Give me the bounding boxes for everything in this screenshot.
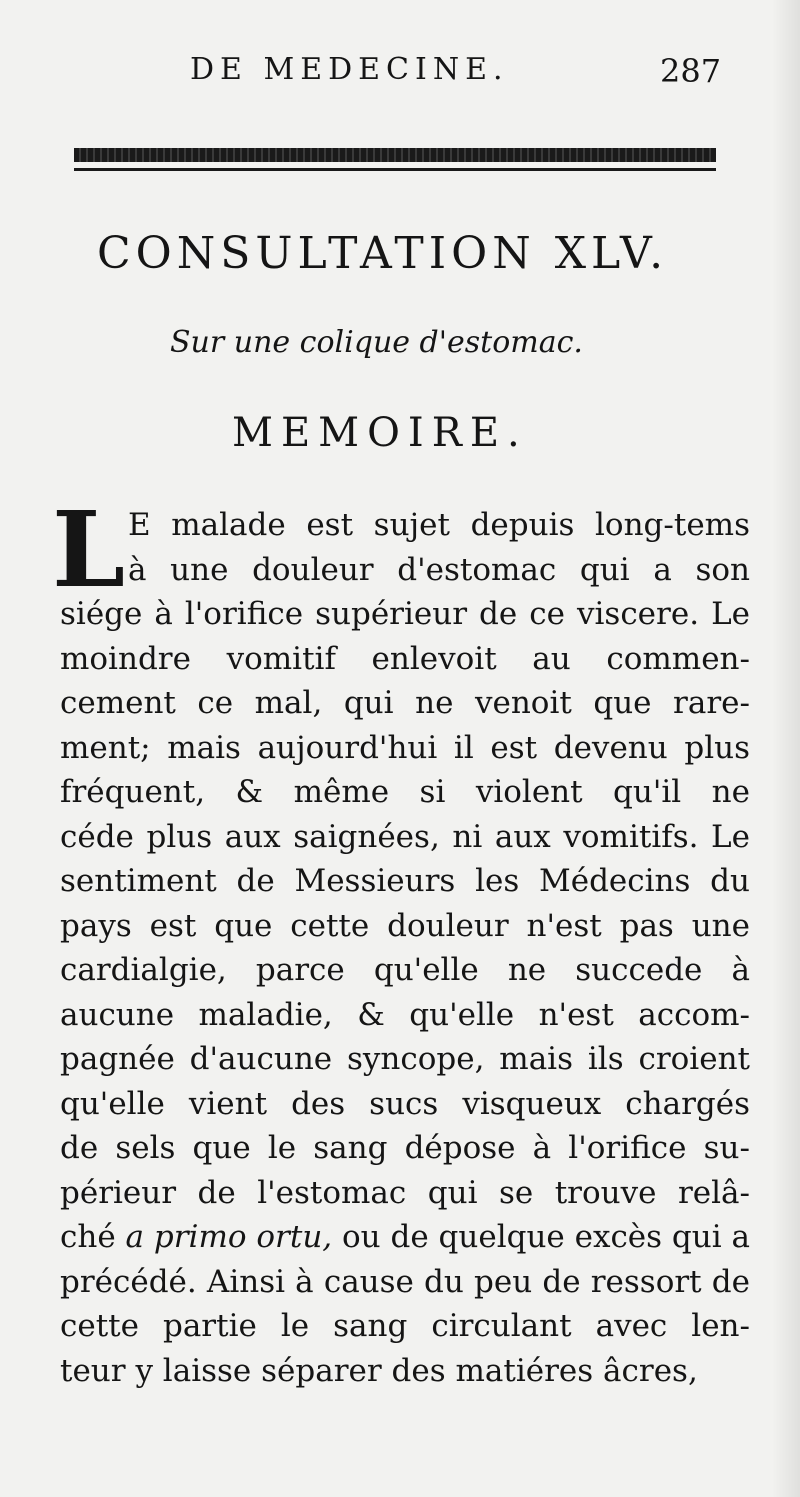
text-line: céde plus aux saignées, ni aux vomitifs. Le xyxy=(60,818,750,855)
text-line: aucune maladie, & qu'elle n'est accom- xyxy=(60,996,750,1033)
page-edge-shadow xyxy=(772,0,800,1497)
consultation-subtitle: Sur une colique d'estomac. xyxy=(170,325,583,360)
section-heading: MEMOIRE. xyxy=(232,410,528,456)
text-fragment: ou de quelque excès qui a xyxy=(342,1219,750,1255)
text-line: de sels que le sang dépose à l'orifice su- xyxy=(60,1130,750,1166)
text-line: E malade est sujet depuis long-tems xyxy=(128,507,750,543)
bleed-through-text xyxy=(60,95,760,135)
ornamental-rule xyxy=(74,148,716,162)
text-line: cardialgie, parce qu'elle ne succede à xyxy=(60,952,750,988)
text-line: périeur de l'estomac qui se trouve relâ- xyxy=(60,1174,750,1211)
text-line: ment; mais aujourd'hui il est devenu plus xyxy=(60,729,750,766)
text-line: pagnée d'aucune syncope, mais ils croient xyxy=(60,1041,750,1077)
rule-line xyxy=(74,168,716,171)
text-line: fréquent, & même si violent qu'il ne xyxy=(60,774,750,810)
running-head: DE MEDECINE. xyxy=(190,52,509,87)
text-line xyxy=(60,1215,750,1260)
drop-cap: L xyxy=(52,488,126,611)
text-line: précédé. Ainsi à cause du peu de ressort de xyxy=(60,1263,750,1300)
latin-phrase: a primo ortu, xyxy=(125,1219,333,1255)
consultation-title: CONSULTATION XLV. xyxy=(97,228,669,279)
text-line: cement ce mal, qui ne venoit que rare- xyxy=(60,685,750,721)
text-line: qu'elle vient des sucs visqueux chargés xyxy=(60,1085,750,1122)
text-line: teur y laisse séparer des matiéres âcres, xyxy=(60,1352,698,1389)
text-line: sentiment de Messieurs les Médecins du xyxy=(60,863,750,899)
page-number: 287 xyxy=(660,52,722,90)
text-line: siége à l'orifice supérieur de ce viscere. Le xyxy=(60,596,750,632)
body-text xyxy=(60,503,750,1393)
text-line: à une douleur d'estomac qui a son xyxy=(128,551,750,588)
text-line: moindre vomitif enlevoit au commen- xyxy=(60,640,750,677)
text-fragment: ché xyxy=(60,1219,116,1255)
text-line: cette partie le sang circulant avec len- xyxy=(60,1308,750,1344)
text-line: pays est que cette douleur n'est pas une xyxy=(60,907,750,944)
